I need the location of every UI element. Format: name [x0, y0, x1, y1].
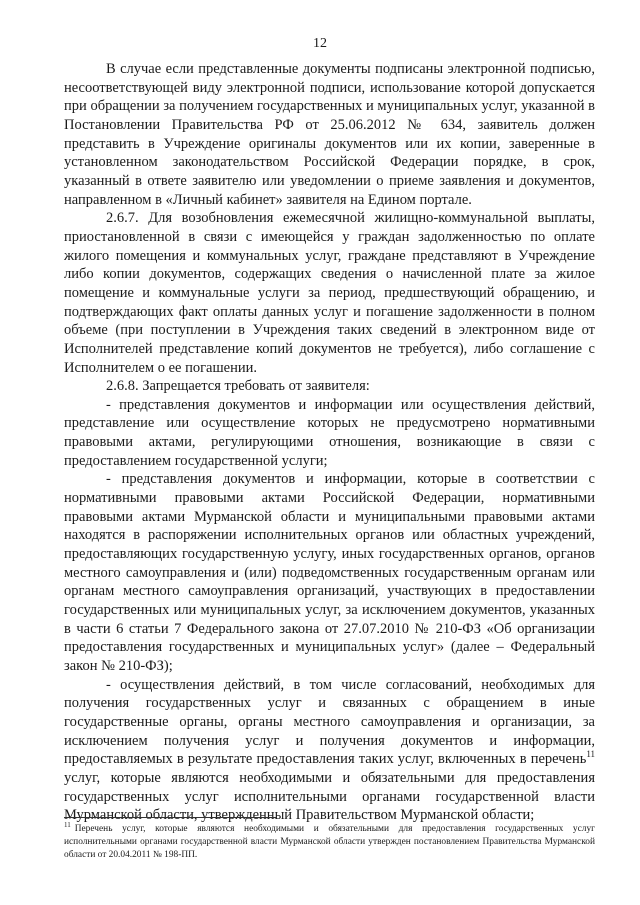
list-item-actions-approvals: [64, 676, 595, 825]
paragraph-2-6-8: 2.6.8. Запрещается требовать от заявителя:: [106, 378, 370, 395]
footnote-mark: 11: [64, 820, 71, 829]
footnote-text: Перечень услуг, которые являются необходимыми и обязательными для предоставления государственных услуг исполнительными органами государственной власти Мурманской области утвержден постановлением Правительства Мурманской области от 20.04.2011 № 198-ПП.: [64, 824, 595, 860]
footnote-separator: [64, 817, 276, 818]
list-item-text-part-1: - осуществления действий, в том числе согласований, необходимых для получения государственных услуг и связанных с обращением в иные государственные органы, органы местного самоуправления и организации, за исключением получения услуг и получения документов и информации, предоставляемых в результате предоставления таких услуг, включенных в перечень: [64, 676, 595, 768]
paragraph-2-6-7: 2.6.7. Для возобновления ежемесячной жилищно-коммунальной выплаты, приостановленной в связи с имеющейся у граждан задолженностью по оплате жилого помещения и коммунальных услуг, граждане представляют в Учреждение либо копии документов, содержащих сведения о начисленной плате за жилое помещение и коммунальные услуги за период, предшествующий обращению, и подтверждающих факт оплаты данных услуг и погашение задолженности в полном объеме (при поступлении в Учреждения таких сведений в электронном виде от Исполнителей представление копий документов не требуется), либо соглашение с Исполнителем о ее погашении.: [64, 210, 595, 376]
footnote: [64, 820, 595, 862]
page-number: 12: [313, 36, 327, 51]
list-item-documents-in-possession: - представления документов и информации, которые в соответствии с нормативными правовыми актами Российской Федерации, нормативными правовыми актами Мурманской области и муниципальными правовыми актами находятся в распоряжении исполнительных органов или областных учреждений, предоставляющих государственную услугу, иных государственных органов, органов местного самоуправления и (или) подведомственных государственным органам или органам местного самоуправления организаций, участвующих в предоставлении государственных или муниципальных услуг, за исключением документов, указанных в части 6 статьи 7 Федерального закона от 27.07.2010 № 210-ФЗ «Об организации предоставления государственных и муниципальных услуг» (далее – Федеральный закон № 210-ФЗ);: [64, 471, 595, 674]
list-item-prohibited-documents: - представления документов и информации или осуществления действий, представление или осуществление которых не предусмотрено нормативными правовыми актами, регулирующими отношения, возникающие в связи с предоставлением государственной услуги;: [64, 396, 595, 469]
body-text: [64, 60, 595, 825]
paragraph-electronic-signature: В случае если представленные документы подписаны электронной подписью, несоответствующей виду электронной подписи, использование которой допускается при обращении за получением государственных и муниципальных услуг, указанной в Постановлении Правительства РФ от 25.06.2012 № 634, заявитель должен представить в Учреждение оригиналы документов или их копии, заверенные в установленном законодательством Российской Федерации порядке, в срок, указанный в ответе заявителю или уведомлении о приеме заявления и документов, направленном в «Личный кабинет» заявителя на Едином портале.: [64, 61, 595, 208]
list-item-text-part-2: услуг, которые являются необходимыми и обязательными для предоставления государственных услуг исполнительными органами государственной власти Мурманской области, утвержденный Правительством Мурманской области;: [64, 769, 595, 824]
footnote-reference[interactable]: 11: [586, 749, 595, 760]
